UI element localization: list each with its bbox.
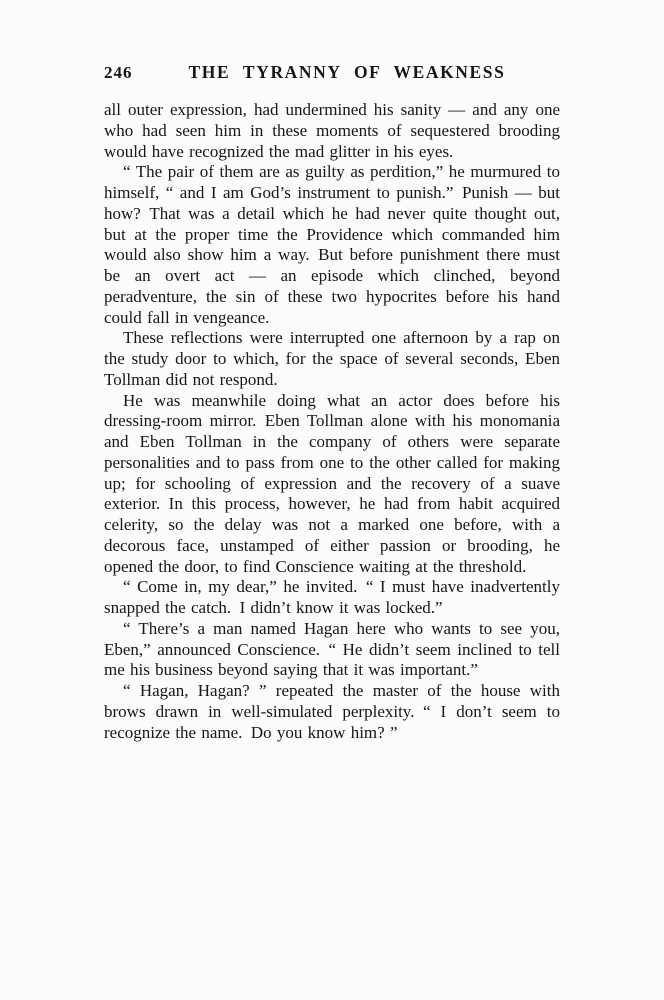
running-title: THE TYRANNY OF WEAKNESS <box>188 62 506 82</box>
paragraph: “ There’s a man named Hagan here who wants to see you, Eben,” announced Conscience. “ He didn’t seem inclined to tell me his business beyond saying that it was important.” <box>104 618 560 680</box>
paragraph: all outer expression, had undermined his sanity — and any one who had seen him in these moments of sequestered brooding would have recognized the mad glitter in his eyes. <box>104 100 560 161</box>
paragraph: “ Hagan, Hagan? ” repeated the master of the house with brows drawn in well-simulated perplexity. “ I don’t seem to recognize the name. Do you know him? ” <box>104 681 560 742</box>
paragraph: These reflections were interrupted one afternoon by a rap on the study door to which, for the space of several seconds, Eben Tollman did not respond. <box>104 328 560 389</box>
paragraph: He was meanwhile doing what an actor does before his dressing-room mirror. Eben Tollman alone with his monomania and Eben Tollman in the company of others were separate personalities and to pass from one to the other called for making up; for schooling of expression and the recovery of a suave exterior. In this process, however, he had from habit acquired celerity, so the delay was not a marked one before, with a decorous face, unstamped of either passion or brooding, he opened the door, to find Conscience waiting at the threshold. <box>104 390 560 576</box>
page-header <box>104 62 560 83</box>
page-content <box>104 62 560 743</box>
paragraph: “ The pair of them are as guilty as perdition,” he murmured to himself, “ and I am God’s instrument to punish.” Punish — but how? That was a detail which he had never quite thought out, but at the proper time the Providence which commanded him would also show him a way. But before punishment there must be an overt act — an episode which clinched, beyond peradventure, the sin of these two hypocrites before his hand could fall in vengeance. <box>104 162 560 327</box>
page-number: 246 <box>104 63 133 82</box>
paragraph: “ Come in, my dear,” he invited. “ I must have inadvertently snapped the catch. I didn’t know it was locked.” <box>104 577 560 617</box>
body-text <box>104 100 560 743</box>
